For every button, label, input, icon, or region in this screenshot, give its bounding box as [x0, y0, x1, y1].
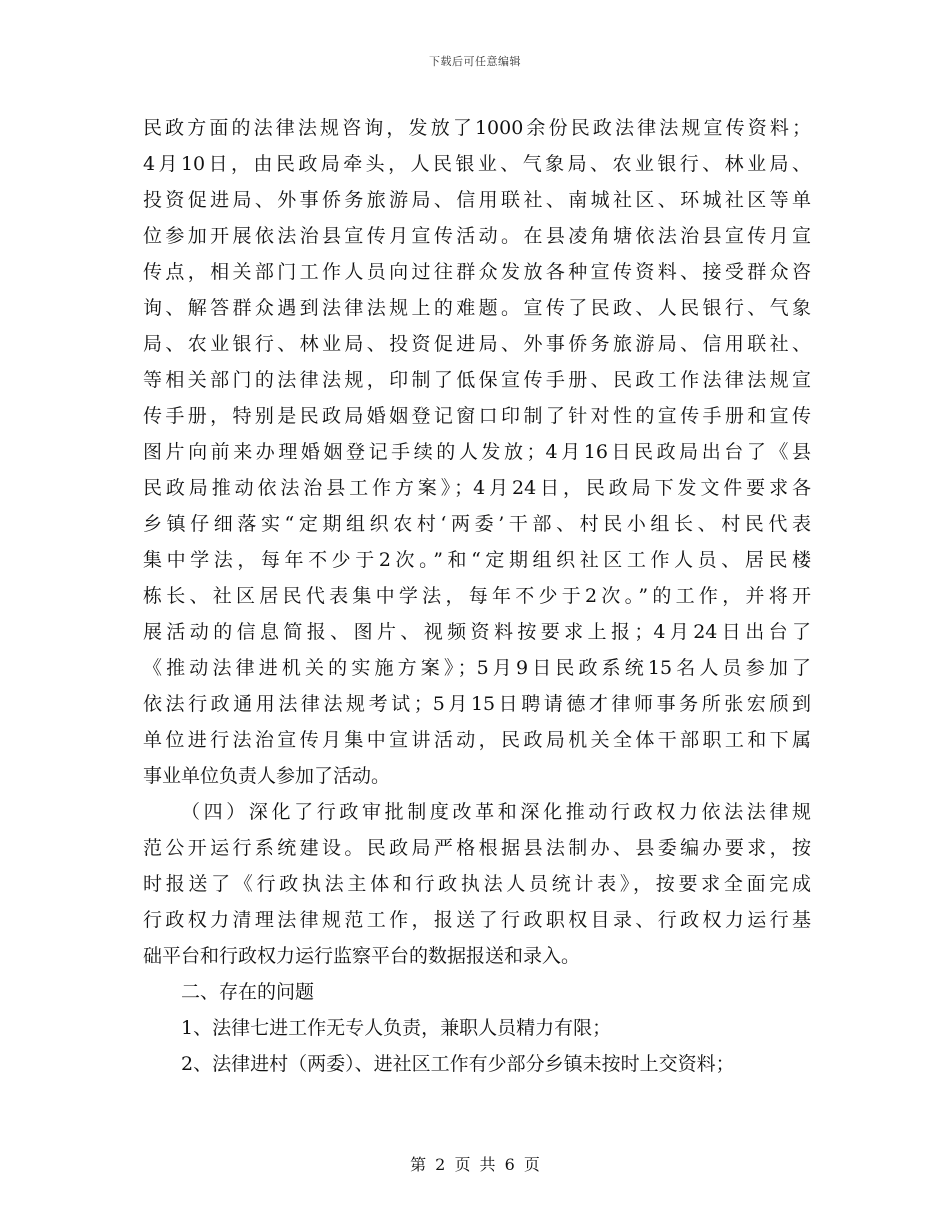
body-line: 行政权力清理法律规范工作，报送了行政职权目录、行政权力运行基 — [143, 909, 811, 931]
body-line: 依法行政通用法律法规考试；5月15日聘请德才律师事务所张宏颀到 — [143, 693, 811, 715]
body-line: 乡镇仔细落实“定期组织农村‘两委’干部、村民小组长、村民代表 — [143, 513, 811, 535]
page-header: 下载后可任意编辑 — [429, 55, 521, 68]
body-line: 单位进行法治宣传月集中宣讲活动，民政局机关全体干部职工和下属 — [143, 729, 811, 751]
body-line: 时报送了《行政执法主体和行政执法人员统计表》，按要求全面完成 — [143, 873, 811, 895]
body-line: 民政局推动依法治县工作方案》；4月24日，民政局下发文件要求各 — [143, 477, 811, 499]
body-line: 二、存在的问题 — [181, 981, 315, 1003]
body-line: 民政方面的法律法规咨询，发放了1000余份民政法律法规宣传资料； — [143, 117, 811, 139]
document-body — [143, 110, 811, 1082]
body-line: 1、法律七进工作无专人负责，兼职人员精力有限； — [181, 1017, 612, 1039]
body-line: 传点，相关部门工作人员向过往群众发放各种宣传资料、接受群众咨 — [143, 261, 811, 283]
body-line: 位参加开展依法治县宣传月宣传活动。在县凌角塘依法治县宣传月宣 — [143, 225, 811, 247]
body-line: 投资促进局、外事侨务旅游局、信用联社、南城社区、环城社区等单 — [143, 189, 811, 211]
body-line: （四）深化了行政审批制度改革和深化推动行政权力依法法律规 — [181, 801, 811, 823]
page-footer: 第 2 页 共 6 页 — [410, 1155, 540, 1174]
body-line: 局、农业银行、林业局、投资促进局、外事侨务旅游局、信用联社、 — [143, 333, 811, 355]
body-line: 图片向前来办理婚姻登记手续的人发放；4月16日民政局出台了《县 — [143, 441, 811, 463]
body-line: 栋长、社区居民代表集中学法，每年不少于2次。”的工作，并将开 — [143, 585, 811, 607]
body-line: 传手册，特别是民政局婚姻登记窗口印制了针对性的宣传手册和宣传 — [143, 405, 811, 427]
body-line: 础平台和行政权力运行监察平台的数据报送和录入。 — [143, 945, 581, 967]
body-line: 4月10日，由民政局牵头，人民银业、气象局、农业银行、林业局、 — [143, 153, 811, 175]
body-line: 集中学法，每年不少于2次。”和“定期组织社区工作人员、居民楼 — [143, 549, 811, 571]
body-line: 事业单位负责人参加了活动。 — [143, 765, 391, 787]
body-line: 等相关部门的法律法规，印制了低保宣传手册、民政工作法律法规宣 — [143, 369, 811, 391]
body-line: 《推动法律进机关的实施方案》；5月9日民政系统15名人员参加了 — [143, 657, 811, 679]
body-line: 展活动的信息简报、图片、视频资料按要求上报；4月24日出台了 — [143, 621, 811, 643]
body-line: 范公开运行系统建设。民政局严格根据县法制办、县委编办要求，按 — [143, 837, 811, 859]
body-line: 询、解答群众遇到法律法规上的难题。宣传了民政、人民银行、气象 — [143, 297, 811, 319]
body-line: 2、法律进村（两委）、进社区工作有少部分乡镇未按时上交资料； — [181, 1053, 735, 1075]
